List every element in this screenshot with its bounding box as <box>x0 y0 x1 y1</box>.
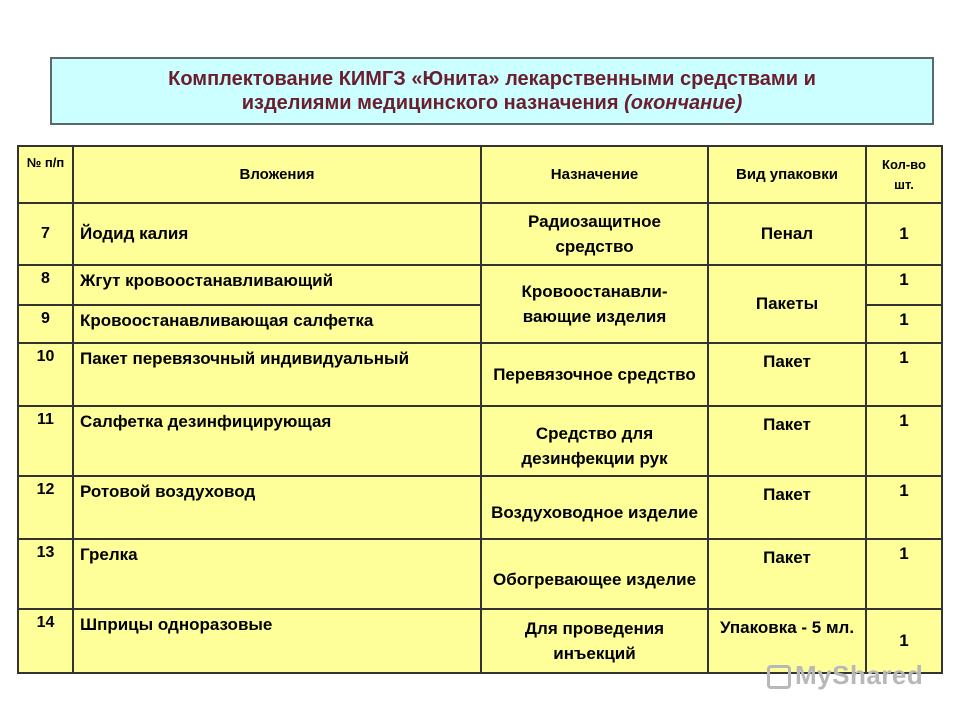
row-item: Грелка <box>73 539 481 609</box>
row-qty: 1 <box>866 609 942 673</box>
watermark-logo <box>767 660 923 691</box>
header-pack: Вид упаковки <box>708 146 866 203</box>
row-purpose: Обогревающее изделие <box>481 539 708 609</box>
kit-contents-table <box>17 145 943 674</box>
table-row <box>18 539 942 609</box>
row-purpose: Радиозащитное средство <box>481 203 708 265</box>
row-purpose: Кровоостанавли-вающие изделия <box>481 265 708 343</box>
row-qty: 1 <box>866 539 942 609</box>
watermark-text: MyShared <box>795 660 924 690</box>
row-pack: Пакет <box>708 406 866 476</box>
table-row <box>18 406 942 476</box>
table-row <box>18 343 942 406</box>
header-item: Вложения <box>73 146 481 203</box>
table-row <box>18 265 942 305</box>
table-row <box>18 203 942 265</box>
header-qty: Кол-во шт. <box>866 146 942 203</box>
row-purpose: Для проведения инъекций <box>481 609 708 673</box>
row-purpose: Воздуховодное изделие <box>481 476 708 539</box>
title-line-2 <box>242 91 743 115</box>
row-qty: 1 <box>866 203 942 265</box>
row-num: 10 <box>18 343 73 406</box>
title-line-2-italic: (окончание) <box>624 92 743 114</box>
row-num: 9 <box>18 305 73 343</box>
row-qty: 1 <box>866 343 942 406</box>
header-num: № п/п <box>18 146 73 203</box>
row-num: 11 <box>18 406 73 476</box>
row-num: 7 <box>18 203 73 265</box>
title-line-1: Комплектование КИМГЗ «Юнита» лекарственными средствами и <box>168 68 816 90</box>
row-item: Шприцы одноразовые <box>73 609 481 673</box>
row-pack: Пакет <box>708 476 866 539</box>
row-pack: Пакеты <box>708 265 866 343</box>
row-item: Йодид калия <box>73 203 481 265</box>
row-pack: Пенал <box>708 203 866 265</box>
row-num: 8 <box>18 265 73 305</box>
watermark-icon <box>767 665 791 689</box>
row-num: 13 <box>18 539 73 609</box>
row-pack: Пакет <box>708 343 866 406</box>
slide-title <box>50 57 934 125</box>
row-qty: 1 <box>866 305 942 343</box>
row-item: Кровоостанавливающая салфетка <box>73 305 481 343</box>
row-item: Салфетка дезинфицирующая <box>73 406 481 476</box>
row-item: Пакет перевязочный индивидуальный <box>73 343 481 406</box>
row-item: Жгут кровоостанавливающий <box>73 265 481 305</box>
row-num: 14 <box>18 609 73 673</box>
table-row <box>18 476 942 539</box>
row-qty: 1 <box>866 476 942 539</box>
row-item: Ротовой воздуховод <box>73 476 481 539</box>
header-purpose: Назначение <box>481 146 708 203</box>
table-header-row <box>18 146 942 203</box>
row-qty: 1 <box>866 265 942 305</box>
row-pack: Пакет <box>708 539 866 609</box>
row-pack: Упаковка - 5 мл. <box>708 609 866 673</box>
row-num: 12 <box>18 476 73 539</box>
row-purpose: Средство для дезинфекции рук <box>481 406 708 476</box>
title-line-2-text: изделиями медицинского назначения <box>241 92 619 114</box>
row-qty: 1 <box>866 406 942 476</box>
row-purpose: Перевязочное средство <box>481 343 708 406</box>
